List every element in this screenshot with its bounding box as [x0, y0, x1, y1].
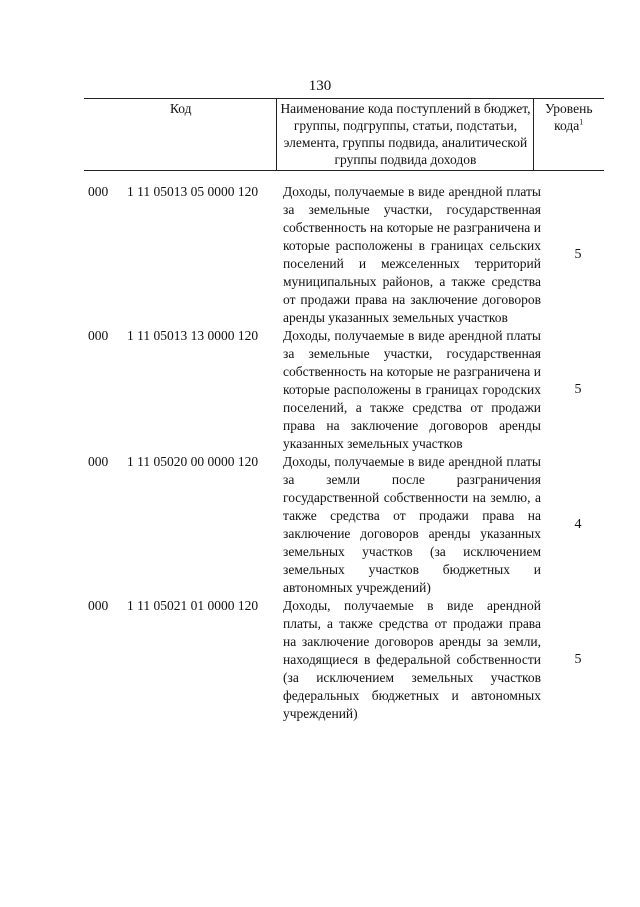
revenue-code: 1 11 05013 13 0000 120 — [127, 328, 259, 343]
revenue-description: Доходы, получаемые в виде арендной платы за земельные участки, государственная собственность на которые не разграничена и которые расположены в границах сельских поселений и межселенных территорий муниципальных районов, а также средства от продажи права на заключение договоров аренды указанных земельных участков — [283, 184, 541, 325]
table-row — [0, 453, 640, 597]
admin-code: 000 — [88, 328, 109, 343]
table-body — [0, 183, 640, 723]
table-row — [0, 327, 640, 453]
header-level — [534, 99, 604, 171]
table-row — [0, 183, 640, 327]
header-name: Наименование кода поступлений в бюджет, группы, подгруппы, статьи, подстатьи, элемента, группы подвида, аналитической группы подвида доходов — [277, 99, 534, 171]
revenue-description: Доходы, получаемые в виде арендной платы за земельные участки, государственная собственность на которые не разграничена и которые расположены в границах городских поселений, а также средства от продажи права на заключение договоров аренды указанных земельных участков — [283, 328, 541, 451]
page-number: 130 — [308, 78, 332, 94]
table-row — [0, 597, 640, 723]
admin-code: 000 — [88, 454, 109, 469]
code-level: 5 — [574, 382, 582, 397]
header-row — [85, 99, 604, 171]
revenue-code: 1 11 05021 01 0000 120 — [127, 598, 259, 613]
code-level: 5 — [574, 247, 582, 262]
code-level: 4 — [574, 517, 582, 532]
header-level-label: Уровень кода — [544, 101, 593, 133]
table-header — [84, 98, 604, 171]
revenue-code: 1 11 05013 05 0000 120 — [127, 184, 259, 199]
admin-code: 000 — [88, 184, 109, 199]
revenue-description: Доходы, получаемые в виде арендной платы за земли после разграничения государственной собственности на землю, а также средства от продажи права на заключение договоров аренды указанных земельных участков (за исключением земельных участков бюджетных и автономных учреждений) — [283, 454, 541, 595]
admin-code: 000 — [88, 598, 109, 613]
footnote-marker: 1 — [579, 117, 584, 127]
revenue-code: 1 11 05020 00 0000 120 — [127, 454, 259, 469]
header-code: Код — [85, 99, 277, 171]
code-level: 5 — [574, 652, 582, 667]
revenue-description: Доходы, получаемые в виде арендной платы, а также средства от продажи права на заключение договоров аренды за земли, находящиеся в федеральной собственности (за исключением земельных участков федеральных бюджетных и автономных учреждений) — [283, 598, 541, 721]
